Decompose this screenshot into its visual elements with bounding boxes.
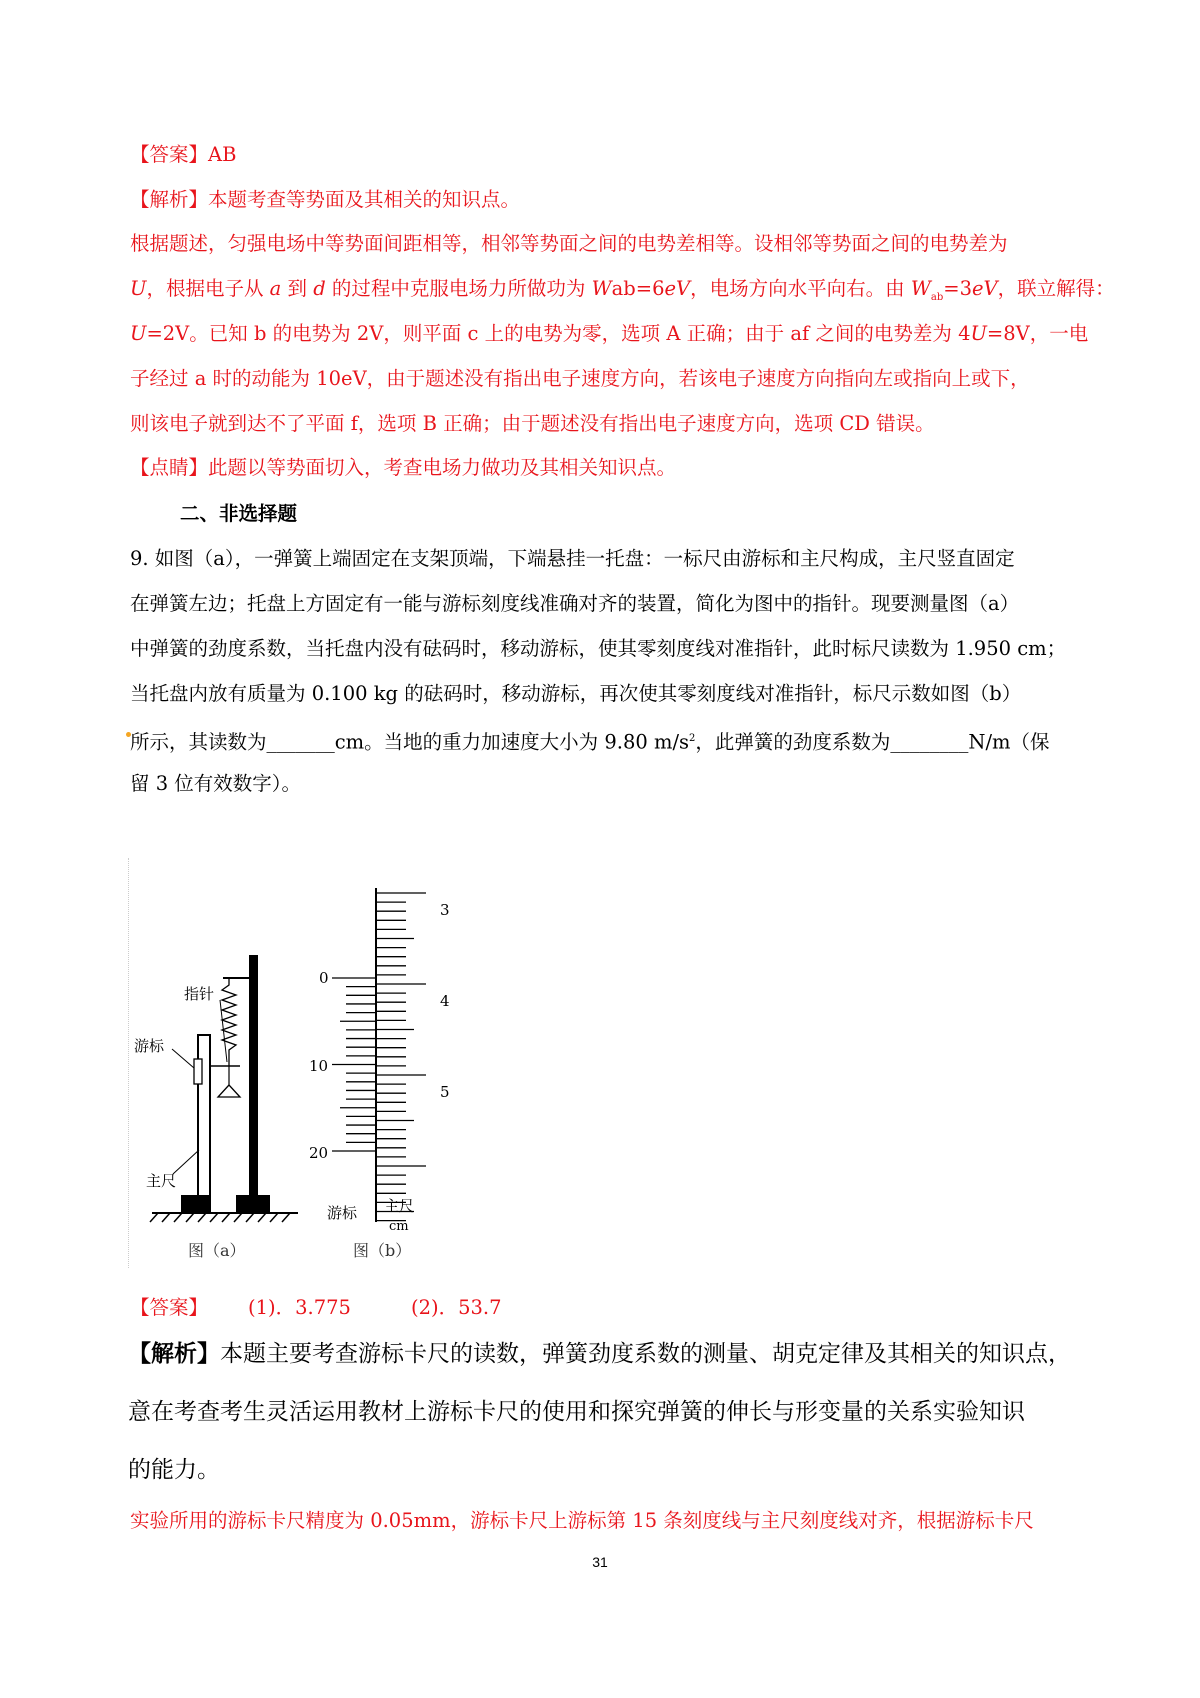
tip-label: 【点睛】 bbox=[130, 456, 209, 479]
paragraph-line: U=2V。已知 b 的电势为 2V，则平面 c 上的电势为零，选项 A 正确；由于 af 之间的电势差为 4U=8V，一电 bbox=[130, 322, 1089, 345]
paragraph-line: U，根据电子从 a 到 d 的过程中克服电场力所做功为 Wab=6eV，电场方向水平向右。由 $W_{ab}=3eV$，联立解得： bbox=[130, 277, 1115, 303]
page-number: 31 bbox=[592, 1554, 608, 1570]
main-scale-ticks bbox=[376, 893, 426, 1221]
figure-a bbox=[134, 955, 298, 1260]
main-scale-label-b: 主尺 bbox=[384, 1197, 415, 1215]
answer-value: AB bbox=[208, 143, 237, 166]
last-line: 实验所用的游标卡尺精度为 0.05mm，游标卡尺上游标第 15 条刻度线与主尺刻度线对齐，根据游标卡尺 bbox=[130, 1509, 1034, 1532]
answer-label: 【答案】 bbox=[130, 1296, 209, 1319]
question-line: 所示，其读数为_______cm。当地的重力加速度大小为 9.80 $m/s^2$，此弹簧的劲度系数为________N/m（保 bbox=[130, 730, 1050, 754]
vernier-tick-label: 10 bbox=[309, 1057, 329, 1075]
tray bbox=[218, 1085, 240, 1097]
main-tick-label: 4 bbox=[440, 992, 450, 1010]
section-title: 二、非选择题 bbox=[180, 502, 298, 525]
vernier-tick-label: 20 bbox=[309, 1144, 329, 1162]
analysis-label: 【解析】 bbox=[128, 1341, 220, 1367]
main-tick-label: 3 bbox=[440, 901, 450, 919]
unit-label: cm bbox=[389, 1219, 409, 1234]
vernier-slider bbox=[194, 1059, 202, 1084]
scale-base bbox=[181, 1195, 211, 1212]
vernier-tick-label: 0 bbox=[319, 969, 329, 987]
answer-line-2 bbox=[130, 1294, 502, 1322]
main-scale-label-a: 主尺 bbox=[146, 1172, 177, 1190]
tip-text: 此题以等势面切入，考查电场力做功及其相关知识点。 bbox=[208, 456, 677, 479]
main-tick-label: 5 bbox=[440, 1083, 450, 1101]
question-line: 留 3 位有效数字）。 bbox=[130, 772, 302, 795]
pointer-label: 指针 bbox=[184, 985, 215, 1003]
answer-value-2: (2)．53.7 bbox=[410, 1296, 502, 1319]
spring bbox=[222, 978, 236, 1066]
answer-label: 【答案】 bbox=[130, 143, 209, 166]
paragraph-line: 根据题述，匀强电场中等势面间距相等，相邻等势面之间的电势差相等。设相邻等势面之间的电势差为 bbox=[130, 232, 1008, 255]
analysis-label: 【解析】 bbox=[130, 188, 209, 211]
analysis-line-2: 的能力。 bbox=[128, 1457, 220, 1483]
caption-a: 图（a） bbox=[188, 1241, 246, 1260]
stand-pole bbox=[249, 955, 258, 1197]
analysis-line-2: 【解析】本题主要考查游标卡尺的读数，弹簧劲度系数的测量、胡克定律及其相关的知识点， bbox=[128, 1341, 1071, 1367]
analysis-line-2: 意在考查考生灵活运用教材上游标卡尺的使用和探究弹簧的伸长与形变量的关系实验知识 bbox=[128, 1399, 1025, 1425]
vernier-label-a: 游标 bbox=[134, 1037, 165, 1055]
vernier-ticks bbox=[332, 978, 376, 1151]
stand-base bbox=[236, 1195, 270, 1212]
analysis-text: 本题考查等势面及其相关的知识点。 bbox=[208, 188, 521, 211]
figure-b bbox=[309, 888, 450, 1260]
vernier-label-b: 游标 bbox=[327, 1204, 358, 1222]
caption-b: 图（b） bbox=[353, 1241, 412, 1260]
question-line: 9. 如图（a），一弹簧上端固定在支架顶端，下端悬挂一托盘：一标尺由游标和主尺构成，主尺竖直固定 bbox=[130, 547, 1015, 570]
answer-value-1: (1)．3.775 bbox=[248, 1296, 351, 1319]
paragraph-line: 则该电子就到达不了平面 f，选项 B 正确；由于题述没有指出电子速度方向，选项 CD 错误。 bbox=[130, 412, 935, 435]
question-line: 中弹簧的劲度系数，当托盘内没有砝码时，移动游标，使其零刻度线对准指针，此时标尺读数为 1.950 cm； bbox=[130, 637, 1067, 660]
paragraph-line: 子经过 a 时的动能为 10eV，由于题述没有指出电子速度方向，若该电子速度方向指向左或指向上或下， bbox=[130, 367, 1030, 390]
question-line: 当托盘内放有质量为 0.100 kg 的砝码时，移动游标，再次使其零刻度线对准指针，标尺示数如图（b） bbox=[130, 682, 1022, 705]
question-line: 在弹簧左边；托盘上方固定有一能与游标刻度线准确对齐的装置，简化为图中的指针。现要测量图（a） bbox=[130, 592, 1020, 615]
ground-hatching bbox=[150, 1213, 290, 1222]
